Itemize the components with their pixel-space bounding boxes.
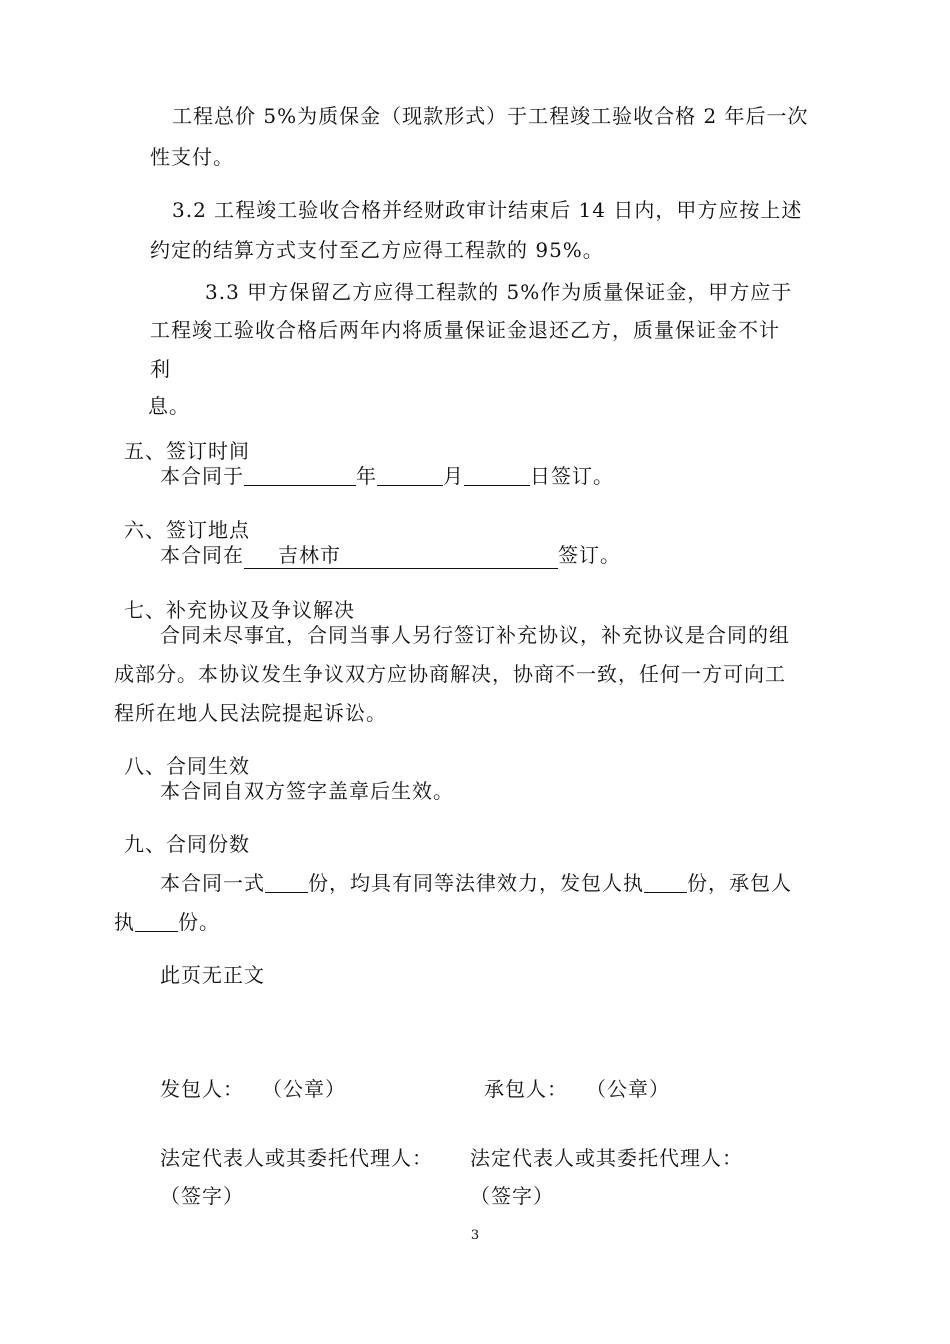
section8-line1: 本合同自双方签字盖章后生效。: [160, 779, 454, 803]
section9-part1: 本合同一式: [160, 871, 265, 895]
day-blank[interactable]: [464, 463, 530, 486]
clause3-p1-line2: 性支付。: [150, 145, 234, 169]
year-blank[interactable]: [244, 463, 356, 486]
day-suffix: 日签订。: [530, 464, 614, 488]
contractor-label: 承包人：: [484, 1077, 568, 1101]
clause3-p3-line4: 息。: [148, 394, 190, 418]
copies-total-blank[interactable]: [265, 870, 308, 893]
section9-line1: [160, 869, 792, 897]
section9-part2: 份，均具有同等法律效力，发包人执: [308, 871, 644, 895]
clause3-p3-line1: 3.3 甲方保留乙方应得工程款的 5%作为质量保证金，甲方应于: [205, 280, 793, 304]
section6-heading: 六、签订地点: [124, 518, 250, 542]
section9-part5: 份。: [178, 910, 220, 934]
year-label: 年: [356, 464, 377, 488]
section5-prefix: 本合同于: [160, 464, 244, 488]
copies-contractor-blank[interactable]: [135, 909, 178, 932]
section7-line2: 成部分。本协议发生争议双方应协商解决，协商不一致，任何一方可向工: [114, 662, 786, 686]
clause3-p1-line1: 工程总价 5%为质保金（现款形式）于工程竣工验收合格 2 年后一次: [172, 104, 809, 128]
month-label: 月: [443, 464, 464, 488]
section5-signing-date: [160, 462, 614, 490]
section7-heading: 七、补充协议及争议解决: [124, 598, 355, 622]
clause3-p3-line2: 工程竣工验收合格后两年内将质量保证金退还乙方，质量保证金不计: [150, 318, 780, 342]
month-blank[interactable]: [377, 463, 443, 486]
section8-heading: 八、合同生效: [124, 754, 250, 778]
clause3-p3-line3: 利: [150, 357, 171, 381]
contractor-seal: （公章）: [586, 1077, 670, 1101]
section6-suffix: 签订。: [558, 543, 621, 567]
clause3-p2-line1: 3.2 工程竣工验收合格并经财政审计结束后 14 日内，甲方应按上述: [172, 198, 803, 222]
section9-part4: 执: [114, 910, 135, 934]
section9-line2: [114, 908, 220, 936]
section7-line1: 合同未尽事宜，合同当事人另行签订补充协议，补充协议是合同的组: [160, 623, 790, 647]
sign-right-label: （签字）: [470, 1184, 554, 1208]
section9-heading: 九、合同份数: [124, 832, 250, 856]
section6-signing-place: [160, 541, 621, 569]
section6-prefix: 本合同在: [160, 543, 244, 567]
rep-left-label: 法定代表人或其委托代理人：: [160, 1146, 433, 1170]
clause3-p2-line2: 约定的结算方式支付至乙方应得工程款的 95%。: [150, 238, 604, 262]
section5-heading: 五、签订时间: [124, 439, 250, 463]
employer-label: 发包人：: [160, 1077, 244, 1101]
place-field[interactable]: [244, 542, 558, 569]
sign-left-label: （签字）: [160, 1184, 244, 1208]
employer-seal: （公章）: [262, 1077, 346, 1101]
page-number: 3: [470, 1228, 480, 1243]
section9-part3: 份，承包人: [687, 871, 792, 895]
section7-line3: 程所在地人民法院提起诉讼。: [114, 701, 387, 725]
place-value: 吉林市: [278, 543, 341, 567]
rep-right-label: 法定代表人或其委托代理人：: [470, 1146, 743, 1170]
copies-employer-blank[interactable]: [644, 870, 687, 893]
no-text-note: 此页无正文: [160, 963, 265, 987]
